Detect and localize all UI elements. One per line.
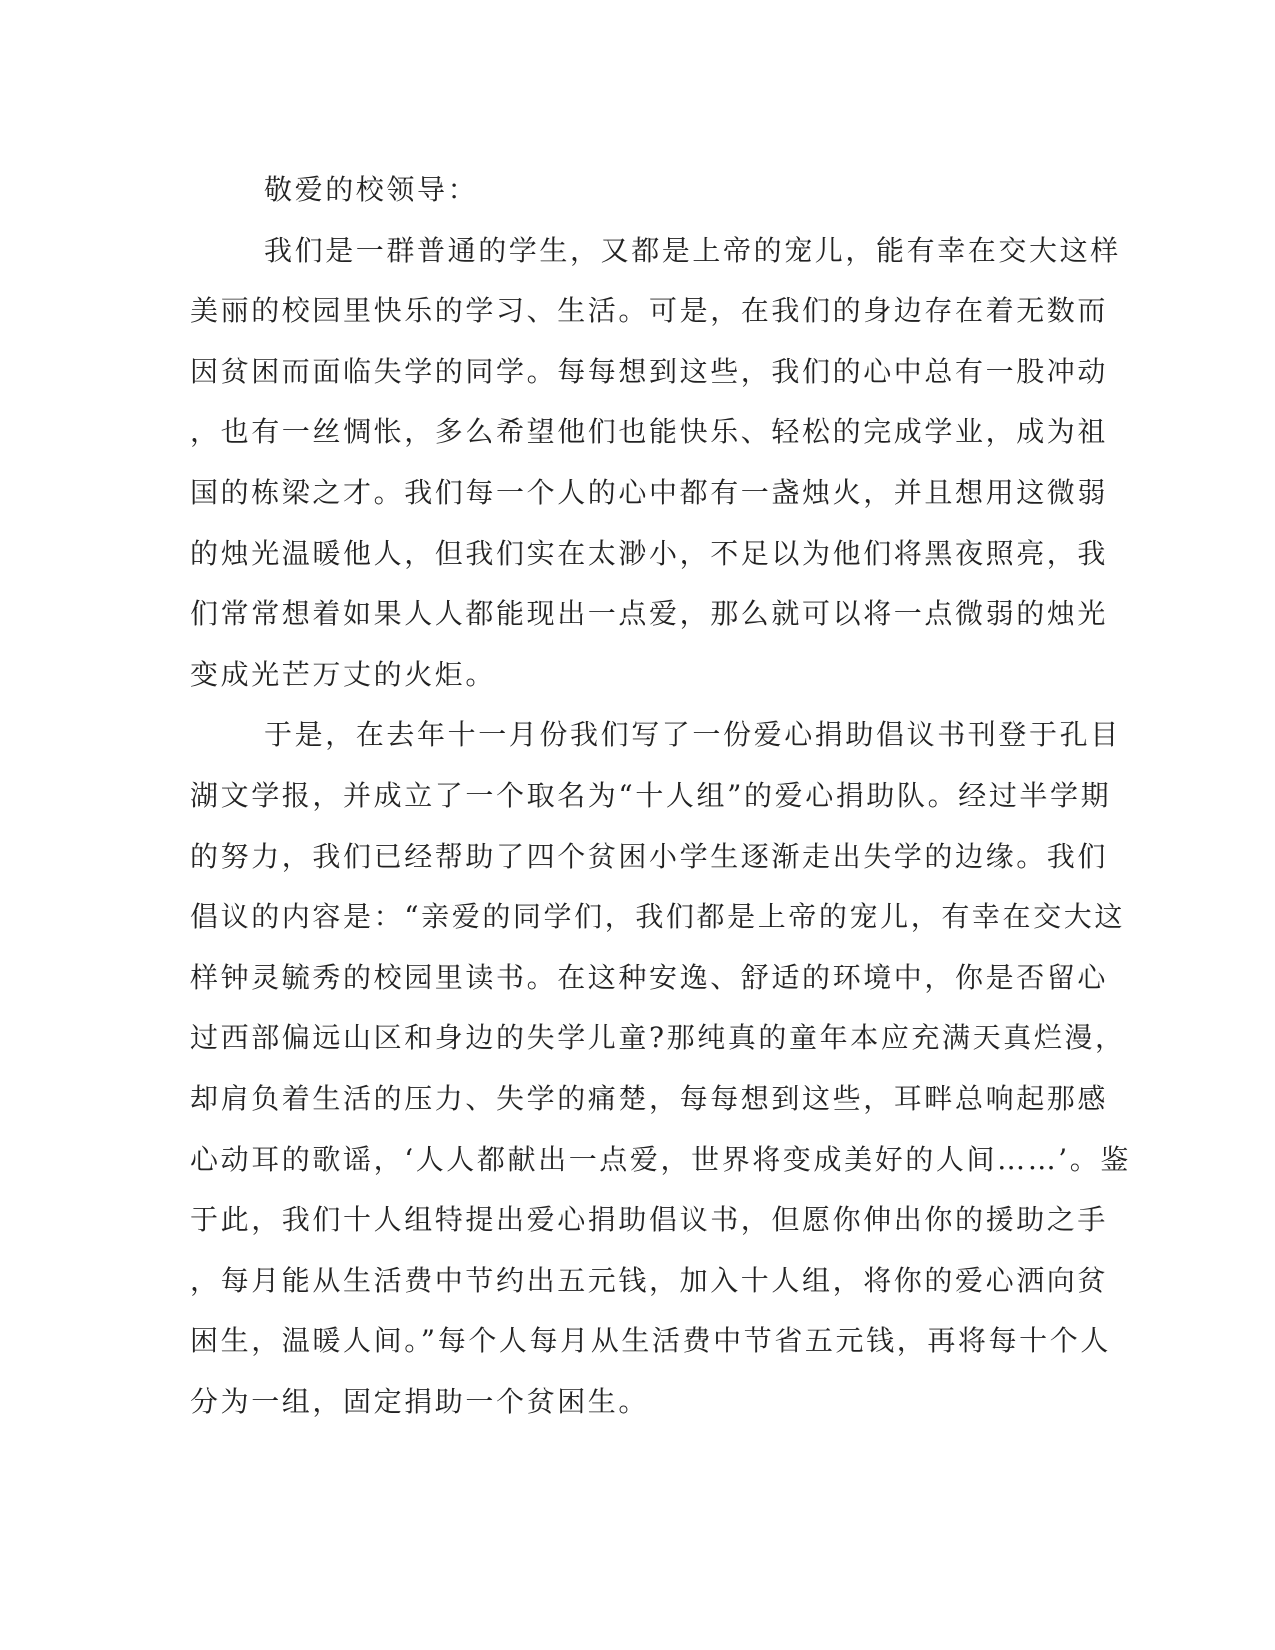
paragraph-line: 国的栋梁之才。我们每一个人的心中都有一盏烛火，并且想用这微弱 xyxy=(190,475,1109,509)
paragraph-line: 我们是一群普通的学生，又都是上帝的宠儿，能有幸在交大这样 xyxy=(264,233,1121,267)
paragraph-line: 的努力，我们已经帮助了四个贫困小学生逐渐走出失学的边缘。我们 xyxy=(190,839,1109,873)
paragraph-line: 心动耳的歌谣，‘人人都献出一点爱，世界将变成美好的人间……’。鉴 xyxy=(190,1142,1132,1176)
paragraph-line: ，每月能从生活费中节约出五元钱，加入十人组，将你的爱心洒向贫 xyxy=(190,1263,1109,1297)
paragraph-line: 于是，在去年十一月份我们写了一份爱心捐助倡议书刊登于孔目 xyxy=(264,718,1121,752)
paragraph-line: 倡议的内容是：“亲爱的同学们，我们都是上帝的宠儿，有幸在交大这 xyxy=(190,900,1125,934)
paragraph-line: 们常常想着如果人人都能现出一点爱，那么就可以将一点微弱的烛光 xyxy=(190,597,1109,631)
paragraph-line: 因贫困而面临失学的同学。每每想到这些，我们的心中总有一股冲动 xyxy=(190,354,1109,388)
paragraph-line: 困生，温暖人间。”每个人每月从生活费中节省五元钱，再将每十个人 xyxy=(190,1324,1111,1358)
paragraph-line: ，也有一丝惆怅，多么希望他们也能快乐、轻松的完成学业，成为祖 xyxy=(190,415,1109,449)
salutation: 敬爱的校领导： xyxy=(264,173,479,206)
paragraph-line: 分为一组，固定捐助一个贫困生。 xyxy=(190,1384,650,1418)
paragraph-line: 变成光芒万丈的火炬。 xyxy=(190,657,497,691)
paragraph-line: 样钟灵毓秀的校园里读书。在这种安逸、舒适的环境中，你是否留心 xyxy=(190,960,1109,994)
paragraph-line: 过西部偏远山区和身边的失学儿童?那纯真的童年本应充满天真烂漫， xyxy=(190,1021,1126,1055)
paragraph-line: 却肩负着生活的压力、失学的痛楚，每每想到这些，耳畔总响起那感 xyxy=(190,1081,1109,1115)
paragraph-line: 于此，我们十人组特提出爱心捐助倡议书，但愿你伸出你的援助之手 xyxy=(190,1203,1109,1237)
paragraph-line: 的烛光温暖他人，但我们实在太渺小，不足以为他们将黑夜照亮，我 xyxy=(190,536,1109,570)
paragraph-line: 湖文学报，并成立了一个取名为“十人组”的爱心捐助队。经过半学期 xyxy=(190,778,1112,812)
letter-body xyxy=(190,160,1132,1432)
paragraph-line: 美丽的校园里快乐的学习、生活。可是，在我们的身边存在着无数而 xyxy=(190,294,1109,328)
